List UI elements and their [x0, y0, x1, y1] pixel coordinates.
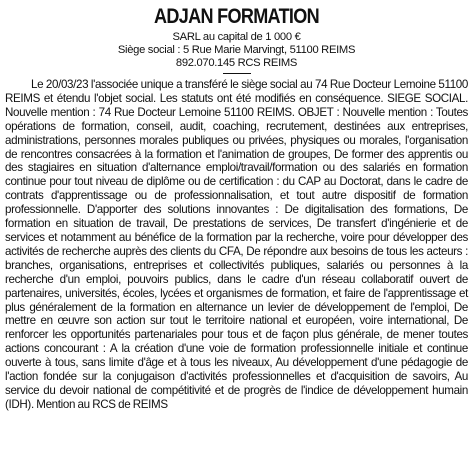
share-capital: SARL au capital de 1 000 €: [172, 31, 301, 43]
rcs-number: 892.070.145 RCS REIMS: [175, 57, 298, 69]
company-name: ADJAN FORMATION: [154, 5, 319, 28]
registered-office: Siège social : 5 Rue Marie Marvingt, 51100 REIMS: [117, 44, 356, 56]
separator-rule: [223, 73, 251, 74]
legal-notice: [5, 4, 468, 412]
notice-body: Le 20/03/23 l'associée unique a transféré le siège social au 74 Rue Docteur Lemoine 51100 REIMS et étendu l'objet social. Les statuts ont été modifiés en conséquence. SIEGE SOCIAL. Nouvelle mention : 74 Rue Docteur Lemoine 51100 REIMS. OBJET : Nouvelle mention : Toutes opérations de formation, conseil, audit, coaching, recrutement, destinées aux entreprises, administrations, personnes morales publiques ou privées, physiques ou morales, l'organisation de rencontres consacrées à la formation et l'animation de groupes, De former des apprentis ou des stagiaires en situation d'alternance emploi/travail/formation ou des salariés en formation continue pour tout niveau de diplôme ou de certification : du CAP au Doctorat, dans le cadre de contrats d'apprentissage ou de professionnalisation, et tout autre dispositif de formation professionnelle. D'apporter des solutions innovantes : De digitalisation des formations, De formation en situation de travail, De prestations de services, De transfert d'ingénierie et de services et notamment au bénéfice de la formation par la recherche, voire pour développer des activités de recherche auprès des clients du CFA, De répondre aux besoins de tous les acteurs : branches, organisations, entreprises et collectivités publiques, salariés ou personnes à la recherche d'un emploi, pouvoirs publics, dans le cadre d'un réseau collaboratif ouvert de partenaires, universités, écoles, lycées et organismes de formation, et faire de l'apprentissage et plus généralement de la formation en alternance un levier de développement de l'emploi, De mettre en œuvre son action sur tout le territoire national et européen, voire international, De renforcer les opportunités partenariales pour tous et de façon plus générale, de mener toutes actions concourant : A la création d'une voie de formation professionnelle initiale et continue ouverte à tous, sans limite d'âge et à tous les niveaux, Au développement d'une pédagogie de l'action fondée sur la conjugaison d'activités professionnelles et d'acquisition de savoirs, Au service du devoir national de compétitivité et de progrès de l'indice de développement humain (IDH). Mention au RCS de REIMS: [5, 78, 468, 411]
